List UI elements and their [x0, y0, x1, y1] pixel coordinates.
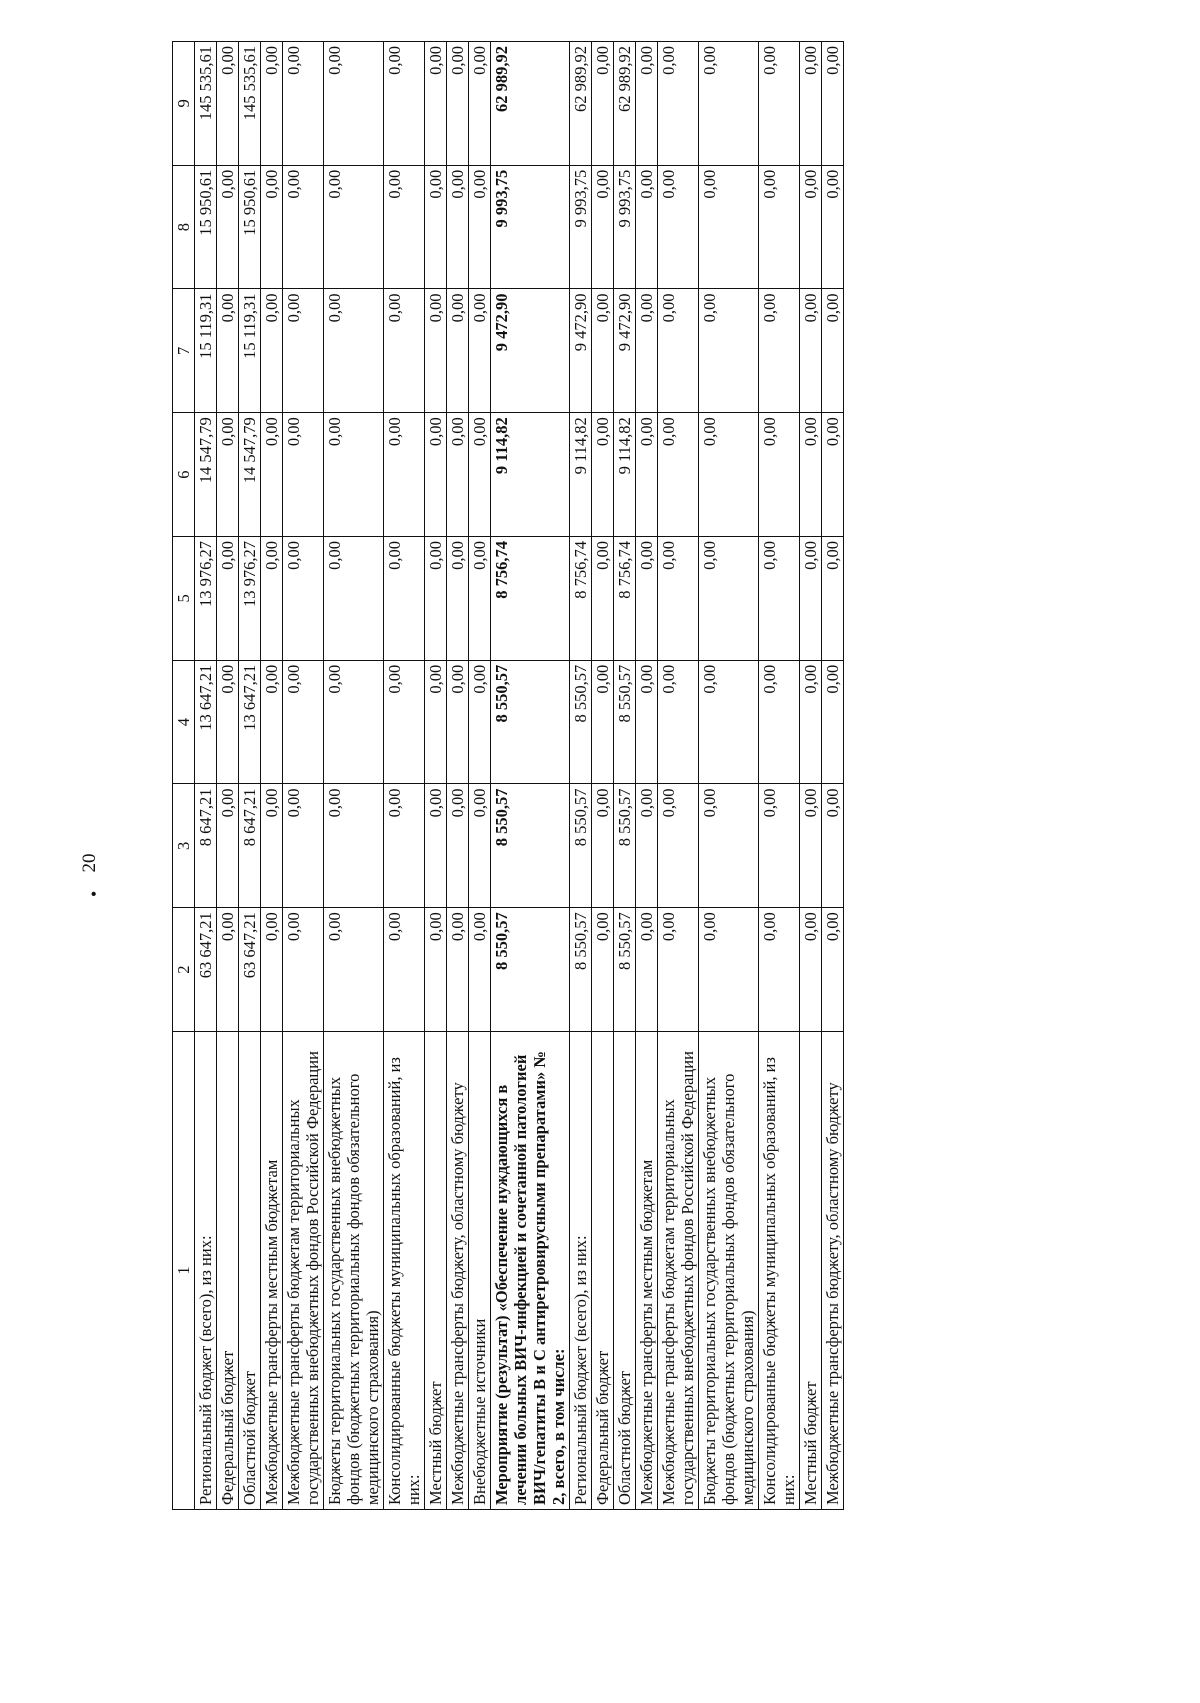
- value-cell: 8 756,74: [614, 537, 636, 661]
- value-cell: 0,00: [324, 42, 384, 166]
- value-cell: 0,00: [447, 908, 469, 1032]
- value-cell: 0,00: [636, 289, 658, 413]
- row-label: Областной бюджет: [239, 1032, 261, 1510]
- value-cell: 0,00: [384, 784, 425, 908]
- column-number-header: 1: [173, 1032, 195, 1510]
- value-cell: 145 535,61: [195, 42, 217, 166]
- row-label: Областной бюджет: [614, 1032, 636, 1510]
- value-cell: 8 550,57: [491, 660, 570, 784]
- value-cell: 0,00: [800, 908, 822, 1032]
- value-cell: 0,00: [699, 660, 759, 784]
- row-label: Мероприятие (результат) «Обеспечение нуждающихся в лечении больных ВИЧ-инфекцией и сочетанной патологией ВИЧ/гепатиты В и С антиретровирусными препаратами» № 2, всего, в том числе:: [491, 1032, 570, 1510]
- value-cell: 0,00: [800, 413, 822, 537]
- value-cell: 0,00: [822, 42, 844, 166]
- page-dot: •: [84, 890, 104, 897]
- value-cell: 0,00: [324, 165, 384, 289]
- value-cell: 0,00: [699, 413, 759, 537]
- page-number-text: 20: [79, 853, 100, 873]
- value-cell: 0,00: [699, 165, 759, 289]
- row-label: Межбюджетные трансферты местным бюджетам: [261, 1032, 283, 1510]
- value-cell: 0,00: [217, 42, 239, 166]
- value-cell: 9 114,82: [614, 413, 636, 537]
- value-cell: 0,00: [217, 537, 239, 661]
- value-cell: 0,00: [425, 165, 447, 289]
- budget-table: [172, 41, 844, 1510]
- value-cell: 0,00: [800, 660, 822, 784]
- value-cell: 0,00: [658, 42, 699, 166]
- value-cell: 145 535,61: [239, 42, 261, 166]
- table-row: [592, 42, 614, 1510]
- column-number-header: 6: [173, 413, 195, 537]
- value-cell: 0,00: [425, 413, 447, 537]
- row-label: Межбюджетные трансферты бюджету, областному бюджету: [447, 1032, 469, 1510]
- value-cell: 0,00: [699, 537, 759, 661]
- value-cell: 8 550,57: [570, 660, 592, 784]
- value-cell: 0,00: [822, 537, 844, 661]
- value-cell: 0,00: [217, 908, 239, 1032]
- value-cell: 9 114,82: [570, 413, 592, 537]
- value-cell: 63 647,21: [239, 908, 261, 1032]
- table-row: [239, 42, 261, 1510]
- table-row: [800, 42, 822, 1510]
- value-cell: 0,00: [324, 660, 384, 784]
- value-cell: 8 550,57: [614, 908, 636, 1032]
- column-number-header: 5: [173, 537, 195, 661]
- value-cell: 8 550,57: [614, 660, 636, 784]
- row-label: Федеральный бюджет: [592, 1032, 614, 1510]
- value-cell: 15 950,61: [239, 165, 261, 289]
- table-row: [570, 42, 592, 1510]
- value-cell: 0,00: [469, 165, 491, 289]
- value-cell: 0,00: [283, 289, 324, 413]
- value-cell: 0,00: [447, 660, 469, 784]
- value-cell: 0,00: [636, 908, 658, 1032]
- value-cell: 0,00: [384, 42, 425, 166]
- value-cell: 0,00: [283, 413, 324, 537]
- value-cell: 9 114,82: [491, 413, 570, 537]
- value-cell: 0,00: [283, 660, 324, 784]
- value-cell: 0,00: [658, 784, 699, 908]
- value-cell: 0,00: [324, 289, 384, 413]
- value-cell: 0,00: [324, 413, 384, 537]
- value-cell: 0,00: [759, 413, 800, 537]
- value-cell: 0,00: [384, 289, 425, 413]
- value-cell: 9 472,90: [491, 289, 570, 413]
- value-cell: 0,00: [384, 908, 425, 1032]
- value-cell: 0,00: [469, 784, 491, 908]
- table-row: [324, 42, 384, 1510]
- value-cell: 0,00: [447, 42, 469, 166]
- value-cell: 0,00: [592, 413, 614, 537]
- value-cell: 0,00: [469, 413, 491, 537]
- value-cell: 0,00: [636, 784, 658, 908]
- value-cell: 0,00: [425, 660, 447, 784]
- value-cell: 0,00: [636, 537, 658, 661]
- value-cell: 0,00: [759, 784, 800, 908]
- value-cell: 0,00: [800, 784, 822, 908]
- value-cell: 9 472,90: [570, 289, 592, 413]
- table-row: [425, 42, 447, 1510]
- value-cell: 0,00: [283, 537, 324, 661]
- table-row: [217, 42, 239, 1510]
- value-cell: 0,00: [425, 289, 447, 413]
- value-cell: 0,00: [658, 908, 699, 1032]
- table-row: [384, 42, 425, 1510]
- value-cell: 0,00: [592, 289, 614, 413]
- value-cell: 0,00: [261, 165, 283, 289]
- row-label: Межбюджетные трансферты бюджетам территориальных государственных внебюджетных фондов Российской Федерации: [658, 1032, 699, 1510]
- value-cell: 0,00: [592, 784, 614, 908]
- value-cell: 0,00: [800, 42, 822, 166]
- value-cell: 0,00: [447, 537, 469, 661]
- value-cell: 62 989,92: [570, 42, 592, 166]
- value-cell: 8 550,57: [491, 784, 570, 908]
- value-cell: 8 550,57: [570, 908, 592, 1032]
- measure-total-row: [491, 42, 570, 1510]
- value-cell: 0,00: [283, 784, 324, 908]
- value-cell: 0,00: [384, 660, 425, 784]
- column-number-header: 4: [173, 660, 195, 784]
- value-cell: 8 756,74: [491, 537, 570, 661]
- value-cell: 13 976,27: [239, 537, 261, 661]
- value-cell: 62 989,92: [614, 42, 636, 166]
- value-cell: 0,00: [592, 660, 614, 784]
- value-cell: 0,00: [217, 784, 239, 908]
- value-cell: 0,00: [759, 908, 800, 1032]
- table-row: [195, 42, 217, 1510]
- value-cell: 15 119,31: [239, 289, 261, 413]
- value-cell: 8 647,21: [195, 784, 217, 908]
- value-cell: 63 647,21: [195, 908, 217, 1032]
- value-cell: 0,00: [261, 289, 283, 413]
- value-cell: 0,00: [261, 784, 283, 908]
- value-cell: 0,00: [592, 42, 614, 166]
- row-label: Федеральный бюджет: [217, 1032, 239, 1510]
- value-cell: 8 756,74: [570, 537, 592, 661]
- value-cell: 0,00: [699, 42, 759, 166]
- value-cell: 0,00: [469, 289, 491, 413]
- value-cell: 0,00: [658, 537, 699, 661]
- value-cell: 9 472,90: [614, 289, 636, 413]
- value-cell: 0,00: [384, 165, 425, 289]
- value-cell: 0,00: [324, 537, 384, 661]
- value-cell: 15 950,61: [195, 165, 217, 289]
- value-cell: 0,00: [217, 660, 239, 784]
- value-cell: 0,00: [658, 289, 699, 413]
- value-cell: 0,00: [822, 908, 844, 1032]
- row-label: Межбюджетные трансферты местным бюджетам: [636, 1032, 658, 1510]
- table-row: [469, 42, 491, 1510]
- value-cell: 0,00: [822, 413, 844, 537]
- table-row: [658, 42, 699, 1510]
- value-cell: 0,00: [261, 413, 283, 537]
- table-row: [614, 42, 636, 1510]
- value-cell: 0,00: [592, 165, 614, 289]
- value-cell: 0,00: [800, 537, 822, 661]
- table-row: [261, 42, 283, 1510]
- value-cell: 0,00: [217, 413, 239, 537]
- value-cell: 0,00: [699, 908, 759, 1032]
- value-cell: 0,00: [425, 784, 447, 908]
- row-label: Бюджеты территориальных государственных внебюджетных фондов (бюджетных территориальных фондов обязательного медицинского страхования): [699, 1032, 759, 1510]
- value-cell: 0,00: [324, 908, 384, 1032]
- value-cell: 0,00: [822, 784, 844, 908]
- column-number-header: 7: [173, 289, 195, 413]
- value-cell: 0,00: [261, 660, 283, 784]
- value-cell: 14 547,79: [239, 413, 261, 537]
- column-number-header: 3: [173, 784, 195, 908]
- value-cell: 13 647,21: [195, 660, 217, 784]
- value-cell: 8 550,57: [614, 784, 636, 908]
- row-label: Региональный бюджет (всего), из них:: [195, 1032, 217, 1510]
- value-cell: 0,00: [447, 413, 469, 537]
- table-row: [447, 42, 469, 1510]
- value-cell: 0,00: [425, 537, 447, 661]
- value-cell: 13 647,21: [239, 660, 261, 784]
- table-header-row: [173, 42, 195, 1510]
- value-cell: 0,00: [425, 908, 447, 1032]
- value-cell: 0,00: [261, 42, 283, 166]
- value-cell: 0,00: [261, 537, 283, 661]
- value-cell: 9 993,75: [491, 165, 570, 289]
- value-cell: 0,00: [592, 537, 614, 661]
- value-cell: 0,00: [759, 165, 800, 289]
- value-cell: 0,00: [658, 413, 699, 537]
- row-label: Межбюджетные трансферты бюджетам территориальных государственных внебюджетных фондов Российской Федерации: [283, 1032, 324, 1510]
- value-cell: 0,00: [759, 289, 800, 413]
- value-cell: 0,00: [447, 784, 469, 908]
- row-label: Региональный бюджет (всего), из них:: [570, 1032, 592, 1510]
- value-cell: 0,00: [699, 784, 759, 908]
- value-cell: 0,00: [283, 42, 324, 166]
- value-cell: 9 993,75: [614, 165, 636, 289]
- table-row: [822, 42, 844, 1510]
- value-cell: 9 993,75: [570, 165, 592, 289]
- value-cell: 0,00: [384, 413, 425, 537]
- value-cell: 0,00: [261, 908, 283, 1032]
- column-number-header: 2: [173, 908, 195, 1032]
- value-cell: 0,00: [217, 289, 239, 413]
- value-cell: 8 647,21: [239, 784, 261, 908]
- row-label: Местный бюджет: [425, 1032, 447, 1510]
- value-cell: 0,00: [447, 165, 469, 289]
- value-cell: 0,00: [800, 165, 822, 289]
- page-number: [75, 823, 105, 903]
- value-cell: 14 547,79: [195, 413, 217, 537]
- column-number-header: 9: [173, 42, 195, 166]
- row-label: Местный бюджет: [800, 1032, 822, 1510]
- value-cell: 0,00: [759, 42, 800, 166]
- row-label: Межбюджетные трансферты бюджету, областному бюджету: [822, 1032, 844, 1510]
- value-cell: 0,00: [699, 289, 759, 413]
- table-row: [283, 42, 324, 1510]
- value-cell: 0,00: [822, 289, 844, 413]
- value-cell: 0,00: [636, 413, 658, 537]
- row-label: Консолидированные бюджеты муниципальных образований, из них:: [759, 1032, 800, 1510]
- value-cell: 0,00: [658, 165, 699, 289]
- table-row: [636, 42, 658, 1510]
- value-cell: 0,00: [800, 289, 822, 413]
- value-cell: 0,00: [447, 289, 469, 413]
- value-cell: 0,00: [759, 537, 800, 661]
- value-cell: 0,00: [384, 537, 425, 661]
- value-cell: 0,00: [636, 165, 658, 289]
- value-cell: 0,00: [324, 784, 384, 908]
- value-cell: 0,00: [658, 660, 699, 784]
- value-cell: 0,00: [283, 165, 324, 289]
- value-cell: 0,00: [759, 660, 800, 784]
- column-number-header: 8: [173, 165, 195, 289]
- value-cell: 13 976,27: [195, 537, 217, 661]
- value-cell: 0,00: [469, 908, 491, 1032]
- table-row: [699, 42, 759, 1510]
- table-row: [759, 42, 800, 1510]
- value-cell: 0,00: [425, 42, 447, 166]
- value-cell: 0,00: [469, 537, 491, 661]
- value-cell: 0,00: [822, 660, 844, 784]
- value-cell: 0,00: [636, 42, 658, 166]
- row-label: Консолидированные бюджеты муниципальных образований, из них:: [384, 1032, 425, 1510]
- value-cell: 0,00: [636, 660, 658, 784]
- value-cell: 0,00: [469, 42, 491, 166]
- value-cell: 0,00: [469, 660, 491, 784]
- value-cell: 0,00: [217, 165, 239, 289]
- value-cell: 0,00: [822, 165, 844, 289]
- value-cell: 0,00: [283, 908, 324, 1032]
- value-cell: 15 119,31: [195, 289, 217, 413]
- row-label: Бюджеты территориальных государственных внебюджетных фондов (бюджетных территориальных фондов обязательного медицинского страхования): [324, 1032, 384, 1510]
- value-cell: 8 550,57: [570, 784, 592, 908]
- value-cell: 8 550,57: [491, 908, 570, 1032]
- row-label: Внебюджетные источники: [469, 1032, 491, 1510]
- value-cell: 0,00: [592, 908, 614, 1032]
- value-cell: 62 989,92: [491, 42, 570, 166]
